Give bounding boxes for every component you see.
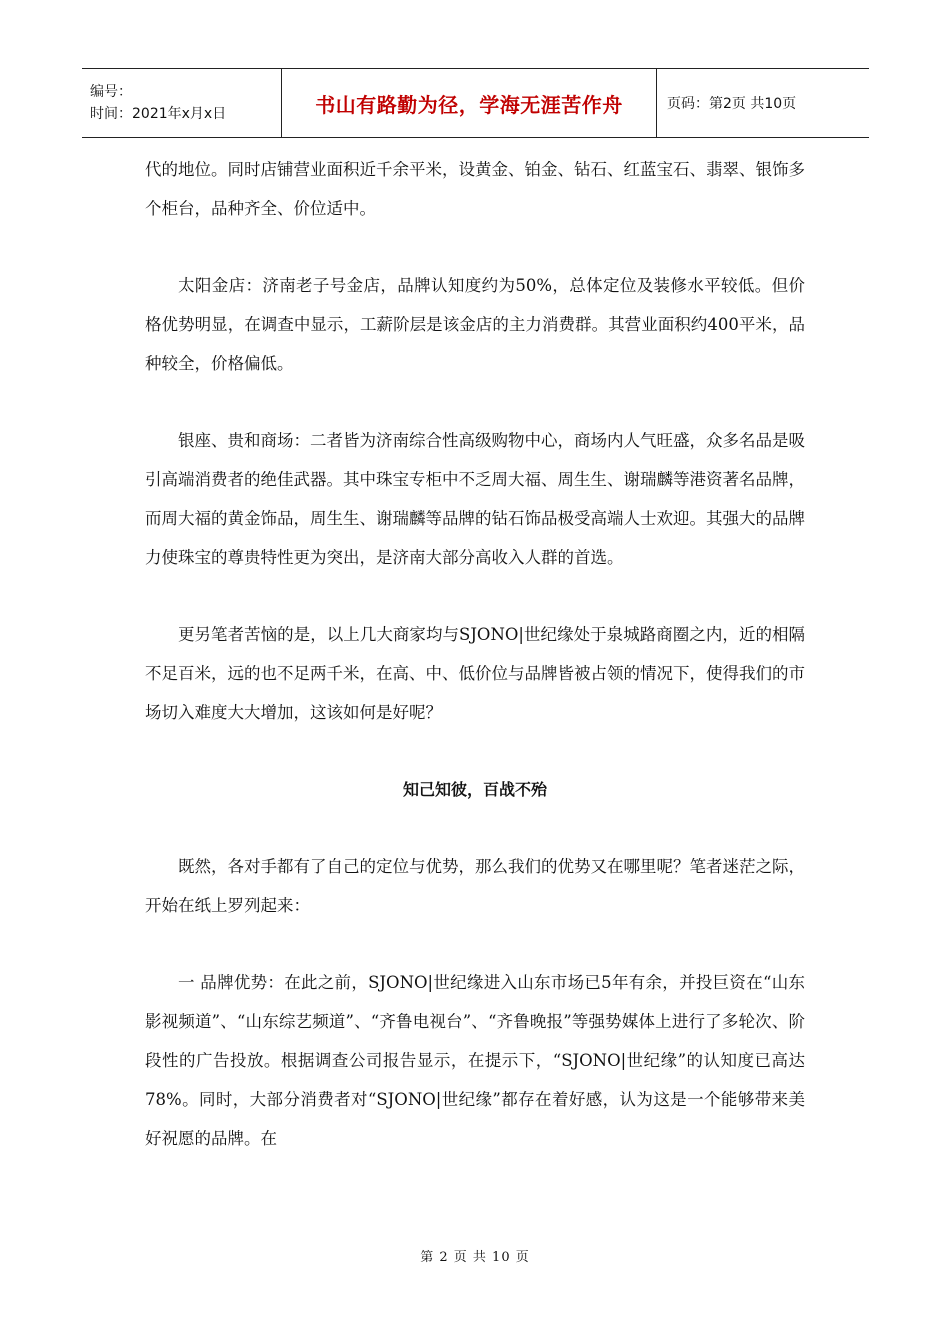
paragraph-yinzuo-guihe: 银座、贵和商场：二者皆为济南综合性高级购物中心，商场内人气旺盛，众多名品是吸引高端消费者的绝佳武器。其中珠宝专柜中不乏周大福、周生生、谢瑞麟等港资著名品牌，而周大福的黄金饰品，周生生、谢瑞麟等品牌的钻石饰品极受高端人士欢迎。其强大的品牌力使珠宝的尊贵特性更为突出，是济南大部分高收入人群的首选。 <box>145 431 805 567</box>
paragraph-continued: 代的地位。同时店铺营业面积近千余平米，设黄金、铂金、钻石、红蓝宝石、翡翠、银饰多个柜台，品种齐全、价位适中。 <box>145 160 805 218</box>
paragraph-brand-advantage: 一 品牌优势：在此之前，SJONO|世纪缘进入山东市场已5年有余，并投巨资在“山东影视频道”、“山东综艺频道”、“齐鲁电视台”、“齐鲁晚报”等强势媒体上进行了多轮次、阶段性的广告投放。根据调查公司报告显示，在提示下，“SJONO|世纪缘”的认知度已高达78%。同时，大部分消费者对“SJONO|世纪缘”都存在着好感，认为这是一个能够带来美好祝愿的品牌。在 <box>145 973 805 1148</box>
header-meta <box>82 69 282 137</box>
paragraph-market-difficulty: 更另笔者苦恼的是，以上几大商家均与SJONO|世纪缘处于泉城路商圈之内，近的相隔不足百米，远的也不足两千米，在高、中、低价位与品牌皆被占领的情况下，使得我们的市场切入难度大大增加，这该如何是好呢？ <box>145 625 805 722</box>
page-header <box>82 68 869 138</box>
page-footer: 第 2 页 共 10 页 <box>420 1250 530 1265</box>
paragraph-own-advantages: 既然，各对手都有了自己的定位与优势，那么我们的优势又在哪里呢？笔者迷茫之际，开始在纸上罗列起来： <box>145 857 805 915</box>
section-heading: 知己知彼，百战不殆 <box>402 780 547 799</box>
document-body <box>145 150 805 1158</box>
header-page-info: 页码：第2页 共10页 <box>667 96 797 112</box>
document-date: 时间：2021年x月x日 <box>90 106 227 122</box>
header-motto: 书山有路勤为径，学海无涯苦作舟 <box>282 69 657 137</box>
paragraph-taiyang-store: 太阳金店：济南老子号金店，品牌认知度约为50%，总体定位及装修水平较低。但价格优势明显，在调查中显示，工薪阶层是该金店的主力消费群。其营业面积约400平米，品种较全，价格偏低。 <box>145 276 805 373</box>
document-number-label: 编号： <box>90 84 132 100</box>
